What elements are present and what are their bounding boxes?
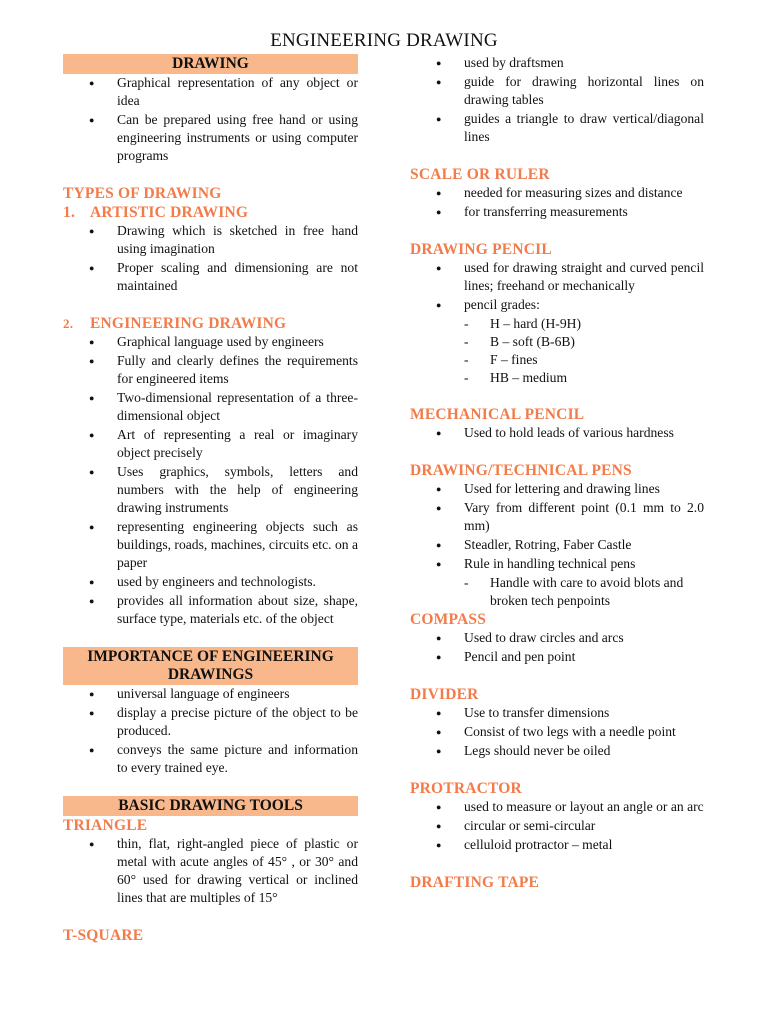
mechanical-list: [410, 424, 704, 442]
list-item: ● Legs should never be oiled: [410, 742, 704, 760]
pencil-list: [410, 259, 704, 314]
list-item: ● Used for lettering and drawing lines: [410, 480, 704, 498]
list-item: ● pencil grades:: [410, 296, 704, 314]
list-item: ● display a precise picture of the object to be produced.: [63, 704, 358, 740]
list-item: ● Consist of two legs with a needle point: [410, 723, 704, 741]
pens-list: [410, 480, 704, 573]
heading-number: 1.: [63, 204, 76, 221]
artistic-list: [63, 222, 358, 295]
grade-item: - HB – medium: [410, 369, 704, 387]
list-item: ● needed for measuring sizes and distance: [410, 184, 704, 202]
right-column: [410, 54, 704, 892]
list-item: ● universal language of engineers: [63, 685, 358, 703]
list-item: ● Vary from different point (0.1 mm to 2.0 mm): [410, 499, 704, 535]
list-item: ● representing engineering objects such as buildings, roads, machines, circuits etc. on a paper: [63, 518, 358, 572]
grade-item: - F – fines: [410, 351, 704, 369]
left-column: [63, 54, 358, 945]
list-item: ● Two-dimensional representation of a three-dimensional object: [63, 389, 358, 425]
list-item: ● circular or semi-circular: [410, 817, 704, 835]
list-item: ● Rule in handling technical pens: [410, 555, 704, 573]
list-item: ● for transferring measurements: [410, 203, 704, 221]
heading-number: 2.: [63, 316, 74, 331]
types-of-drawing-heading: TYPES OF DRAWING: [63, 185, 222, 202]
technical-pens-heading: DRAWING/TECHNICAL PENS: [410, 462, 632, 479]
list-item: ● Proper scaling and dimensioning are not maintained: [63, 259, 358, 295]
list-item: ● Used to hold leads of various hardness: [410, 424, 704, 442]
list-item: ● guides a triangle to draw vertical/diagonal lines: [410, 110, 704, 146]
list-item: ● Pencil and pen point: [410, 648, 704, 666]
list-item: ● Fully and clearly defines the requirements for engineered items: [63, 352, 358, 388]
list-item: ● conveys the same picture and information to every trained eye.: [63, 741, 358, 777]
list-item: ● Graphical language used by engineers: [63, 333, 358, 351]
tools-section-box: BASIC DRAWING TOOLS: [63, 796, 358, 816]
triangle-heading: TRIANGLE: [63, 817, 148, 834]
engineering-drawing-heading: [63, 314, 358, 333]
grade-item: - H – hard (H-9H): [410, 315, 704, 333]
compass-list: [410, 629, 704, 666]
pencil-grades-list: [410, 315, 704, 387]
t-square-list: [410, 54, 704, 146]
triangle-list: [63, 835, 358, 907]
drawing-section-box: DRAWING: [63, 54, 358, 74]
heading-text: ARTISTIC DRAWING: [90, 204, 249, 221]
sub-item: - Handle with care to avoid blots and broken tech penpoints: [410, 574, 704, 610]
engineering-list: [63, 333, 358, 628]
list-item: ● Used to draw circles and arcs: [410, 629, 704, 647]
drawing-pencil-heading: DRAWING PENCIL: [410, 241, 552, 258]
list-item: ● Use to transfer dimensions: [410, 704, 704, 722]
scale-heading: SCALE OR RULER: [410, 166, 550, 183]
compass-heading: COMPASS: [410, 611, 487, 628]
pens-sub-list: [410, 574, 704, 610]
list-item: ● Uses graphics, symbols, letters and numbers with the help of engineering drawing instruments: [63, 463, 358, 517]
t-square-heading: T-SQUARE: [63, 927, 144, 944]
divider-heading: DIVIDER: [410, 686, 479, 703]
list-item: ● used by draftsmen: [410, 54, 704, 72]
mechanical-pencil-heading: MECHANICAL PENCIL: [410, 406, 585, 423]
importance-list: [63, 685, 358, 777]
heading-text: ENGINEERING DRAWING: [90, 315, 287, 332]
list-item: ● provides all information about size, shape, surface type, materials etc. of the object: [63, 592, 358, 628]
drawing-list: [63, 74, 358, 165]
list-item: ● Steadler, Rotring, Faber Castle: [410, 536, 704, 554]
list-item: ● used by engineers and technologists.: [63, 573, 358, 591]
protractor-list: [410, 798, 704, 854]
page-title: ENGINEERING DRAWING: [270, 30, 498, 51]
list-item: ● celluloid protractor – metal: [410, 836, 704, 854]
drafting-tape-heading: DRAFTING TAPE: [410, 874, 540, 891]
artistic-drawing-heading: [63, 203, 358, 222]
list-item: ● thin, flat, right-angled piece of plastic or metal with acute angles of 45° , or 30° and 60° used for drawing vertical or inclined lines that are multiples of 15°: [63, 835, 358, 907]
list-item: ● guide for drawing horizontal lines on drawing tables: [410, 73, 704, 109]
list-item: ● used for drawing straight and curved pencil lines; freehand or mechanically: [410, 259, 704, 295]
list-item: ● used to measure or layout an angle or an arc: [410, 798, 704, 816]
list-item: ● Graphical representation of any object or idea: [63, 74, 358, 110]
grade-item: - B – soft (B-6B): [410, 333, 704, 351]
list-item: ● Drawing which is sketched in free hand using imagination: [63, 222, 358, 258]
protractor-heading: PROTRACTOR: [410, 780, 522, 797]
list-item: ● Can be prepared using free hand or using engineering instruments or using computer programs: [63, 111, 358, 165]
divider-list: [410, 704, 704, 760]
list-item: ● Art of representing a real or imaginary object precisely: [63, 426, 358, 462]
scale-list: [410, 184, 704, 221]
importance-section-box: IMPORTANCE OF ENGINEERING DRAWINGS: [63, 647, 358, 685]
